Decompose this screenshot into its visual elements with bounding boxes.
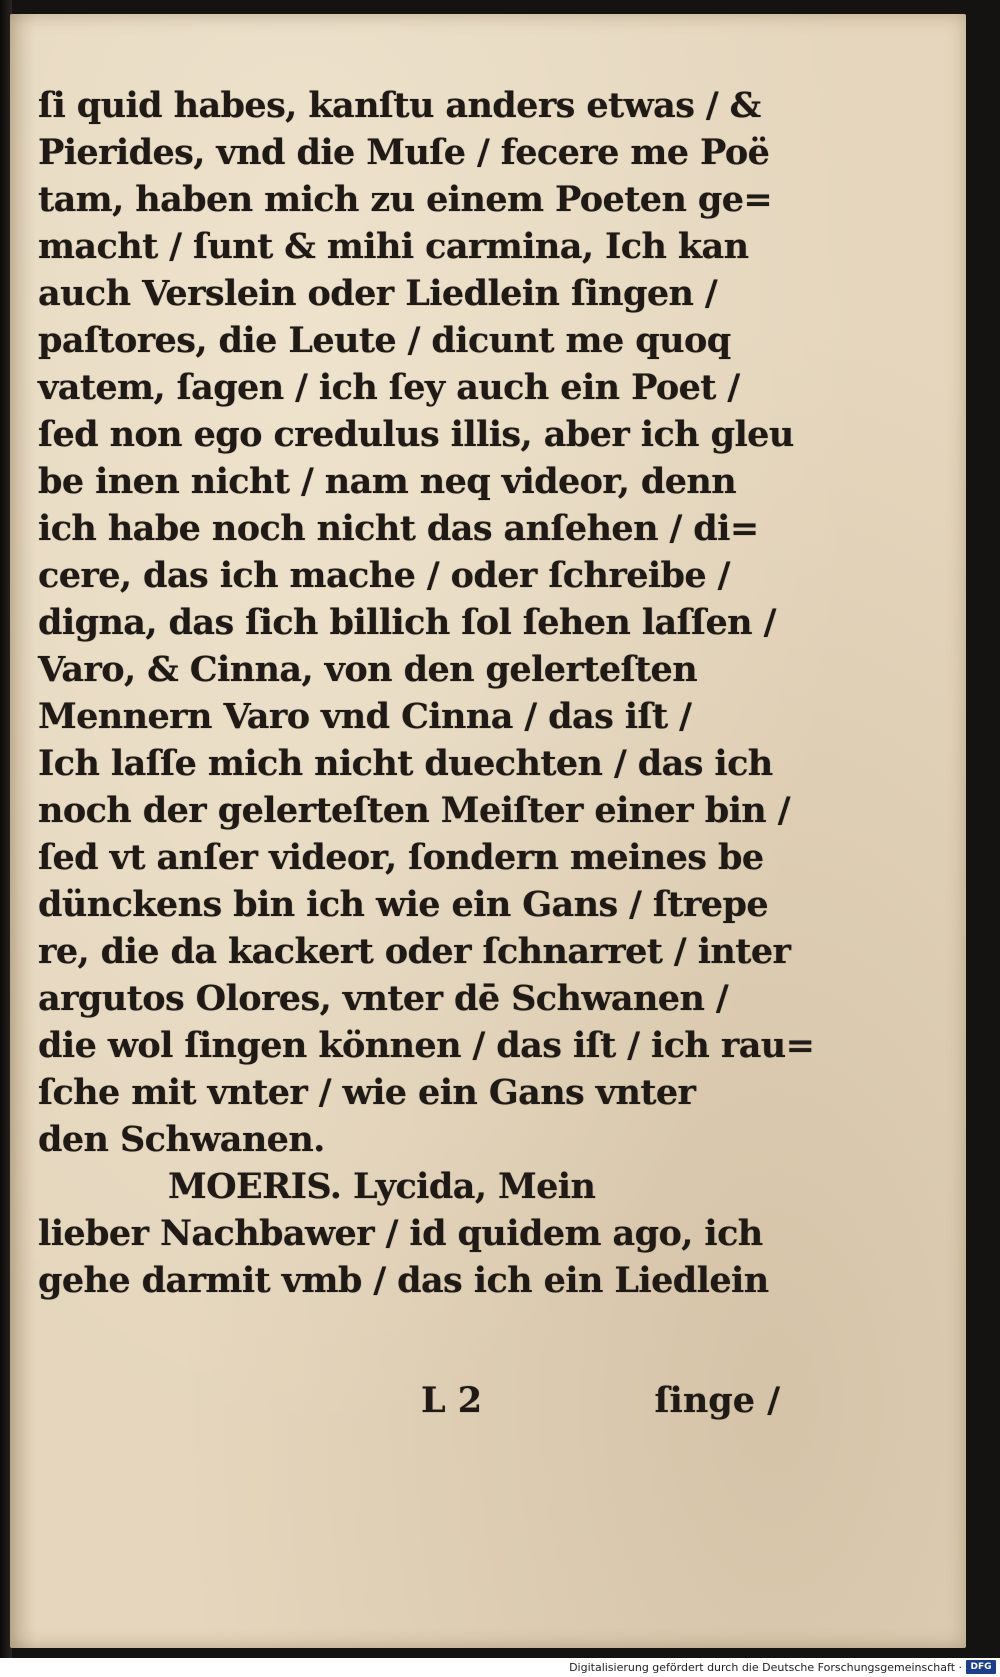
text-line: digna, das ſich billich ſol ſehen laſſen / — [38, 602, 776, 643]
dfg-logo: DFG — [966, 1660, 996, 1674]
text-line: re, die da kackert oder ſchnarret / inter — [38, 931, 791, 972]
funding-credit: Digitalisierung gefördert durch die Deutsche Forschungsgemeinschaft · — [569, 1661, 962, 1674]
text-line: ich habe noch nicht das anſehen / di= — [38, 508, 759, 549]
page-text-block — [38, 82, 815, 1304]
catchword: ſinge / — [654, 1380, 780, 1421]
text-line-speaker: MOERIS. Lycida, Mein — [168, 1166, 596, 1207]
text-line: die wol ſingen können / das iſt / ich rau= — [38, 1025, 815, 1066]
text-line: vatem, ſagen / ich ſey auch ein Poet / — [38, 367, 740, 408]
text-line: be inen nicht / nam neq videor, denn — [38, 461, 737, 502]
text-line: tam, haben mich zu einem Poeten ge= — [38, 179, 773, 220]
text-line: macht / ſunt & mihi carmina, Ich kan — [38, 226, 749, 267]
text-line: paſtores, die Leute / dicunt me quoq — [38, 320, 731, 361]
text-line: Ich laſſe mich nicht duechten / das ich — [38, 743, 773, 784]
text-line: Mennern Varo vnd Cinna / das iſt / — [38, 696, 692, 737]
catch-line — [38, 1377, 780, 1424]
signature-mark: L 2 — [421, 1380, 483, 1421]
text-line: gehe darmit vmb / das ich ein Liedlein — [38, 1260, 769, 1301]
footer-bar — [0, 1658, 1000, 1677]
text-line: Varo, & Cinna, von den gelerteſten — [38, 649, 698, 690]
text-line: ſed vt anſer videor, ſondern meines be — [38, 837, 764, 878]
book-page — [10, 14, 966, 1648]
text-line: argutos Olores, vnter dē Schwanen / — [38, 978, 729, 1019]
text-line: ſi quid habes, kanſtu anders etwas / & — [38, 85, 761, 126]
text-line: auch Verslein oder Liedlein ſingen / — [38, 273, 718, 314]
text-line: den Schwanen. — [38, 1119, 325, 1160]
text-line: noch der gelerteſten Meiſter einer bin / — [38, 790, 790, 831]
text-line: ſed non ego credulus illis, aber ich gleu — [38, 414, 794, 455]
text-line: ſche mit vnter / wie ein Gans vnter — [38, 1072, 696, 1113]
text-line: Pierides, vnd die Muſe / fecere me Poë — [38, 132, 770, 173]
text-line: dünckens bin ich wie ein Gans / ſtrepe — [38, 884, 768, 925]
text-line: lieber Nachbawer / id quidem ago, ich — [38, 1213, 763, 1254]
text-line: cere, das ich mache / oder ſchreibe / — [38, 555, 730, 596]
